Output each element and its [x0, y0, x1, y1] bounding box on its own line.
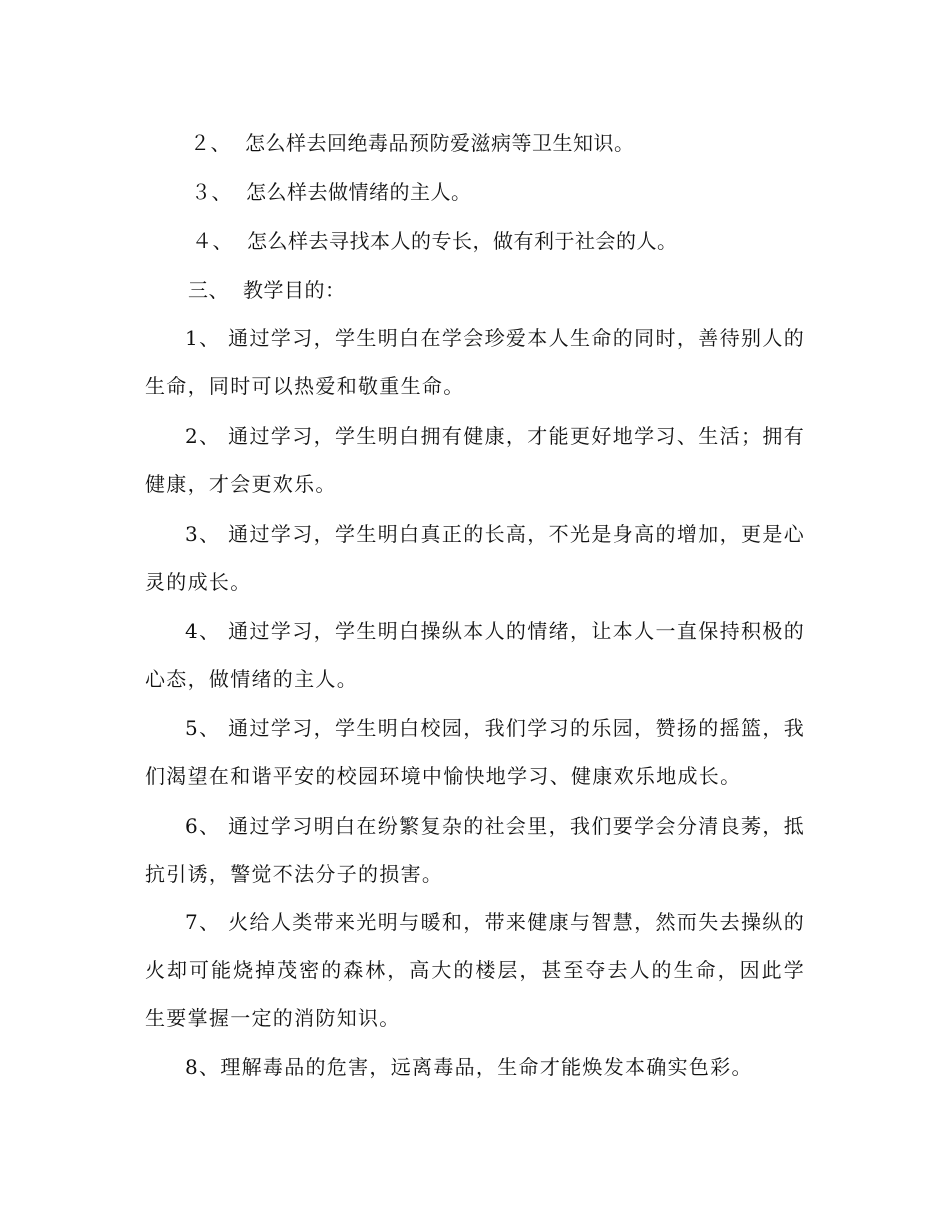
list-item-number: ４、 — [192, 229, 233, 253]
section-heading-text: 教学目的： — [243, 278, 346, 302]
list-item-text: 怎么样去寻找本人的专长，做有利于社会的人。 — [247, 229, 678, 253]
paragraph-5: 5、 通过学习，学生明白校园，我们学习的乐园，赞扬的摇篮，我们渴望在和谐平安的校园环境中愉快地学习、健康欢乐地成长。 — [145, 716, 805, 788]
paragraph-3: 3、 通过学习，学生明白真正的长高，不光是身高的增加，更是心灵的成长。 — [145, 522, 805, 594]
list-item-text: 怎么样去回绝毒品预防爱滋病等卫生知识。 — [245, 131, 635, 155]
paragraph-1: 1、 通过学习，学生明白在学会珍爱本人生命的同时，善待别人的生命，同时可以热爱和敬重生命。 — [145, 326, 805, 398]
paragraph-6: 6、 通过学习明白在纷繁复杂的社会里，我们要学会分清良莠，抵抗引诱，警觉不法分子的损害。 — [145, 814, 805, 886]
section-heading-number: 三、 — [188, 278, 229, 302]
paragraph-8: 8、理解毒品的危害，远离毒品，生命才能焕发本确实色彩。 — [185, 1055, 753, 1079]
paragraph-4: 4、 通过学习，学生明白操纵本人的情绪，让本人一直保持积极的心态，做情绪的主人。 — [145, 619, 805, 691]
list-item-number: ２、 — [190, 131, 231, 155]
paragraph-2: 2、 通过学习，学生明白拥有健康，才能更好地学习、生活；拥有健康，才会更欢乐。 — [145, 424, 805, 496]
list-item-2 — [190, 131, 635, 155]
list-item-4 — [192, 229, 678, 253]
list-item-text: 怎么样去做情绪的主人。 — [246, 180, 472, 204]
list-item-3 — [191, 180, 472, 204]
section-heading — [188, 278, 346, 302]
list-item-number: ３、 — [191, 180, 232, 204]
paragraph-7: 7、 火给人类带来光明与暖和，带来健康与智慧，然而失去操纵的火却可能烧掉茂密的森林，高大的楼层，甚至夺去人的生命，因此学生要掌握一定的消防知识。 — [145, 910, 805, 1030]
